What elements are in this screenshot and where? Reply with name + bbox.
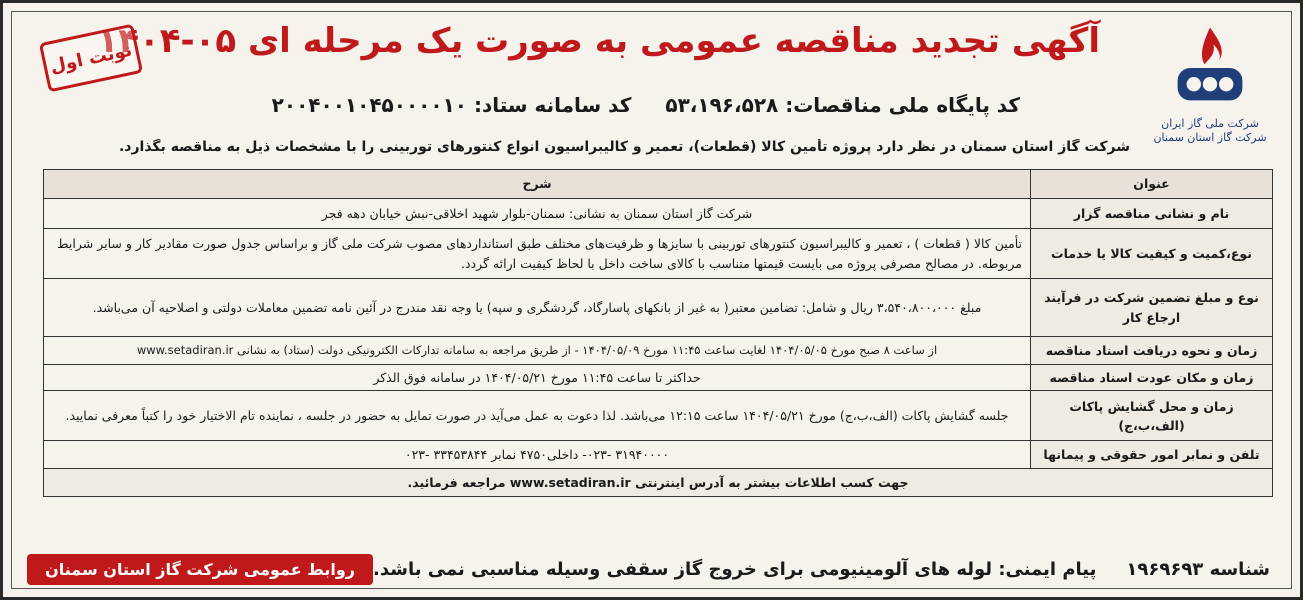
- row-value: مبلغ ۳،۵۴۰،۸۰۰،۰۰۰ ریال و شامل: تضامین معتبر( به غیر از بانکهای پاسارگاد، گردشگری و سپه) یا وجه نقد مندرج در آئین نامه تضمین معاملات دولتی و اصلاحیه آن می‌باشد.: [44, 279, 1031, 337]
- table-row: [44, 391, 1273, 441]
- row-value: شرکت گاز استان سمنان به نشانی: سمنان-بلوار شهید اخلاقی-نبش خیابان دهه فجر: [44, 199, 1031, 229]
- more-info-text: جهت کسب اطلاعات بیشتر به آدرس اینترنتی www.setadiran.ir مراجعه فرمائید.: [44, 469, 1273, 497]
- national-code: کد پایگاه ملی مناقصات: ۵۳،۱۹۶،۵۲۸: [665, 93, 1020, 117]
- table-header-row: [44, 170, 1273, 199]
- company-logo: [1150, 23, 1270, 163]
- safety-message: پیام ایمنی: لوله های آلومینیومی برای خروج گاز سقفی وسیله مناسبی نمی باشد.: [373, 558, 1097, 580]
- table-row: [44, 337, 1273, 365]
- footer-bar: [43, 551, 1270, 587]
- notice-id: شناسه ۱۹۶۹۶۹۳: [1126, 558, 1270, 580]
- first-publication-stamp: نوبت اول: [39, 24, 143, 93]
- row-key: زمان و مکان عودت اسناد مناقصه: [1031, 365, 1273, 391]
- table-row: [44, 279, 1273, 337]
- row-value: ۳۱۹۴۰۰۰۰ -۰۲۳- داخلی۴۷۵۰ نمابر ۳۳۴۵۳۸۴۴ -۰۲۳: [44, 441, 1031, 469]
- setad-code: کد سامانه ستاد: ۲۰۰۴۰۰۱۰۴۵۰۰۰۰۱۰: [271, 93, 632, 117]
- tender-table: [43, 169, 1273, 497]
- row-key: نام و نشانی مناقصه گزار: [1031, 199, 1273, 229]
- row-key: نوع و مبلغ تضمین شرکت در فرآیند ارجاع کار: [1031, 279, 1273, 337]
- logo-caption: شرکت ملی گاز ایران شرکت گاز استان سمنان: [1153, 117, 1267, 145]
- table-row: [44, 199, 1273, 229]
- row-key: نوع،کمیت و کیفیت کالا یا خدمات: [1031, 229, 1273, 279]
- public-relations-banner: روابط عمومی شرکت گاز استان سمنان: [27, 554, 373, 585]
- column-header-description: شرح: [44, 170, 1031, 199]
- row-key: زمان و محل گشایش پاکات (الف،ب،ج): [1031, 391, 1273, 441]
- column-header-title: عنوان: [1031, 170, 1273, 199]
- row-value: تأمین کالا ( قطعات ) ، تعمیر و کالیبراسیون کنتورهای توربینی با سایزها و ظرفیت‌های مختلف طبق استانداردهای مصوب شرکت ملی گاز و براساس جدول صورت مقادیر کار و سایر شرایط مربوطه. در مصالح مصرفی پروژه می بایست قیمتها متناسب با کالای ساخت داخل با لحاظ کیفیت ارائه گردد.: [44, 229, 1031, 279]
- table-footer-row: [44, 469, 1273, 497]
- table-row: [44, 441, 1273, 469]
- row-value: حداکثر تا ساعت ۱۱:۴۵ مورخ ۱۴۰۴/۰۵/۲۱ در سامانه فوق الذکر: [44, 365, 1031, 391]
- notice-title: آگهی تجدید مناقصه عمومی به صورت یک مرحله ای ۰۵-۱۴۰۴: [97, 21, 1100, 61]
- row-value: از ساعت ۸ صبح مورخ ۱۴۰۴/۰۵/۰۵ لغایت ساعت ۱۱:۴۵ مورخ ۱۴۰۴/۰۵/۰۹ - از طریق مراجعه به سامانه تدارکات الکترونیکی دولت (ستاد) به نشانی www.setadiran.ir: [44, 337, 1031, 365]
- row-key: تلفن و نمابر امور حقوقی و پیمانها: [1031, 441, 1273, 469]
- table-row: [44, 365, 1273, 391]
- row-key: زمان و نحوه دریافت اسناد مناقصه: [1031, 337, 1273, 365]
- table-row: [44, 229, 1273, 279]
- intro-text: شرکت گاز استان سمنان در نظر دارد پروژه تأمین کالا (قطعات)، تعمیر و کالیبراسیون انواع کنتورهای توربینی را با مشخصات ذیل به مناقصه بگذارد.: [118, 139, 1130, 155]
- codes-line: [272, 93, 1020, 117]
- row-value: جلسه گشایش پاکات (الف،ب،ج) مورخ ۱۴۰۴/۰۵/۲۱ ساعت ۱۲:۱۵ می‌باشد. لذا دعوت به عمل می‌آید در صورت تمایل به حضور در جلسه ، نماینده تام الاختیار خود را کتباً معرفی نمایید.: [44, 391, 1031, 441]
- gas-flame-logo-icon: [1165, 23, 1255, 113]
